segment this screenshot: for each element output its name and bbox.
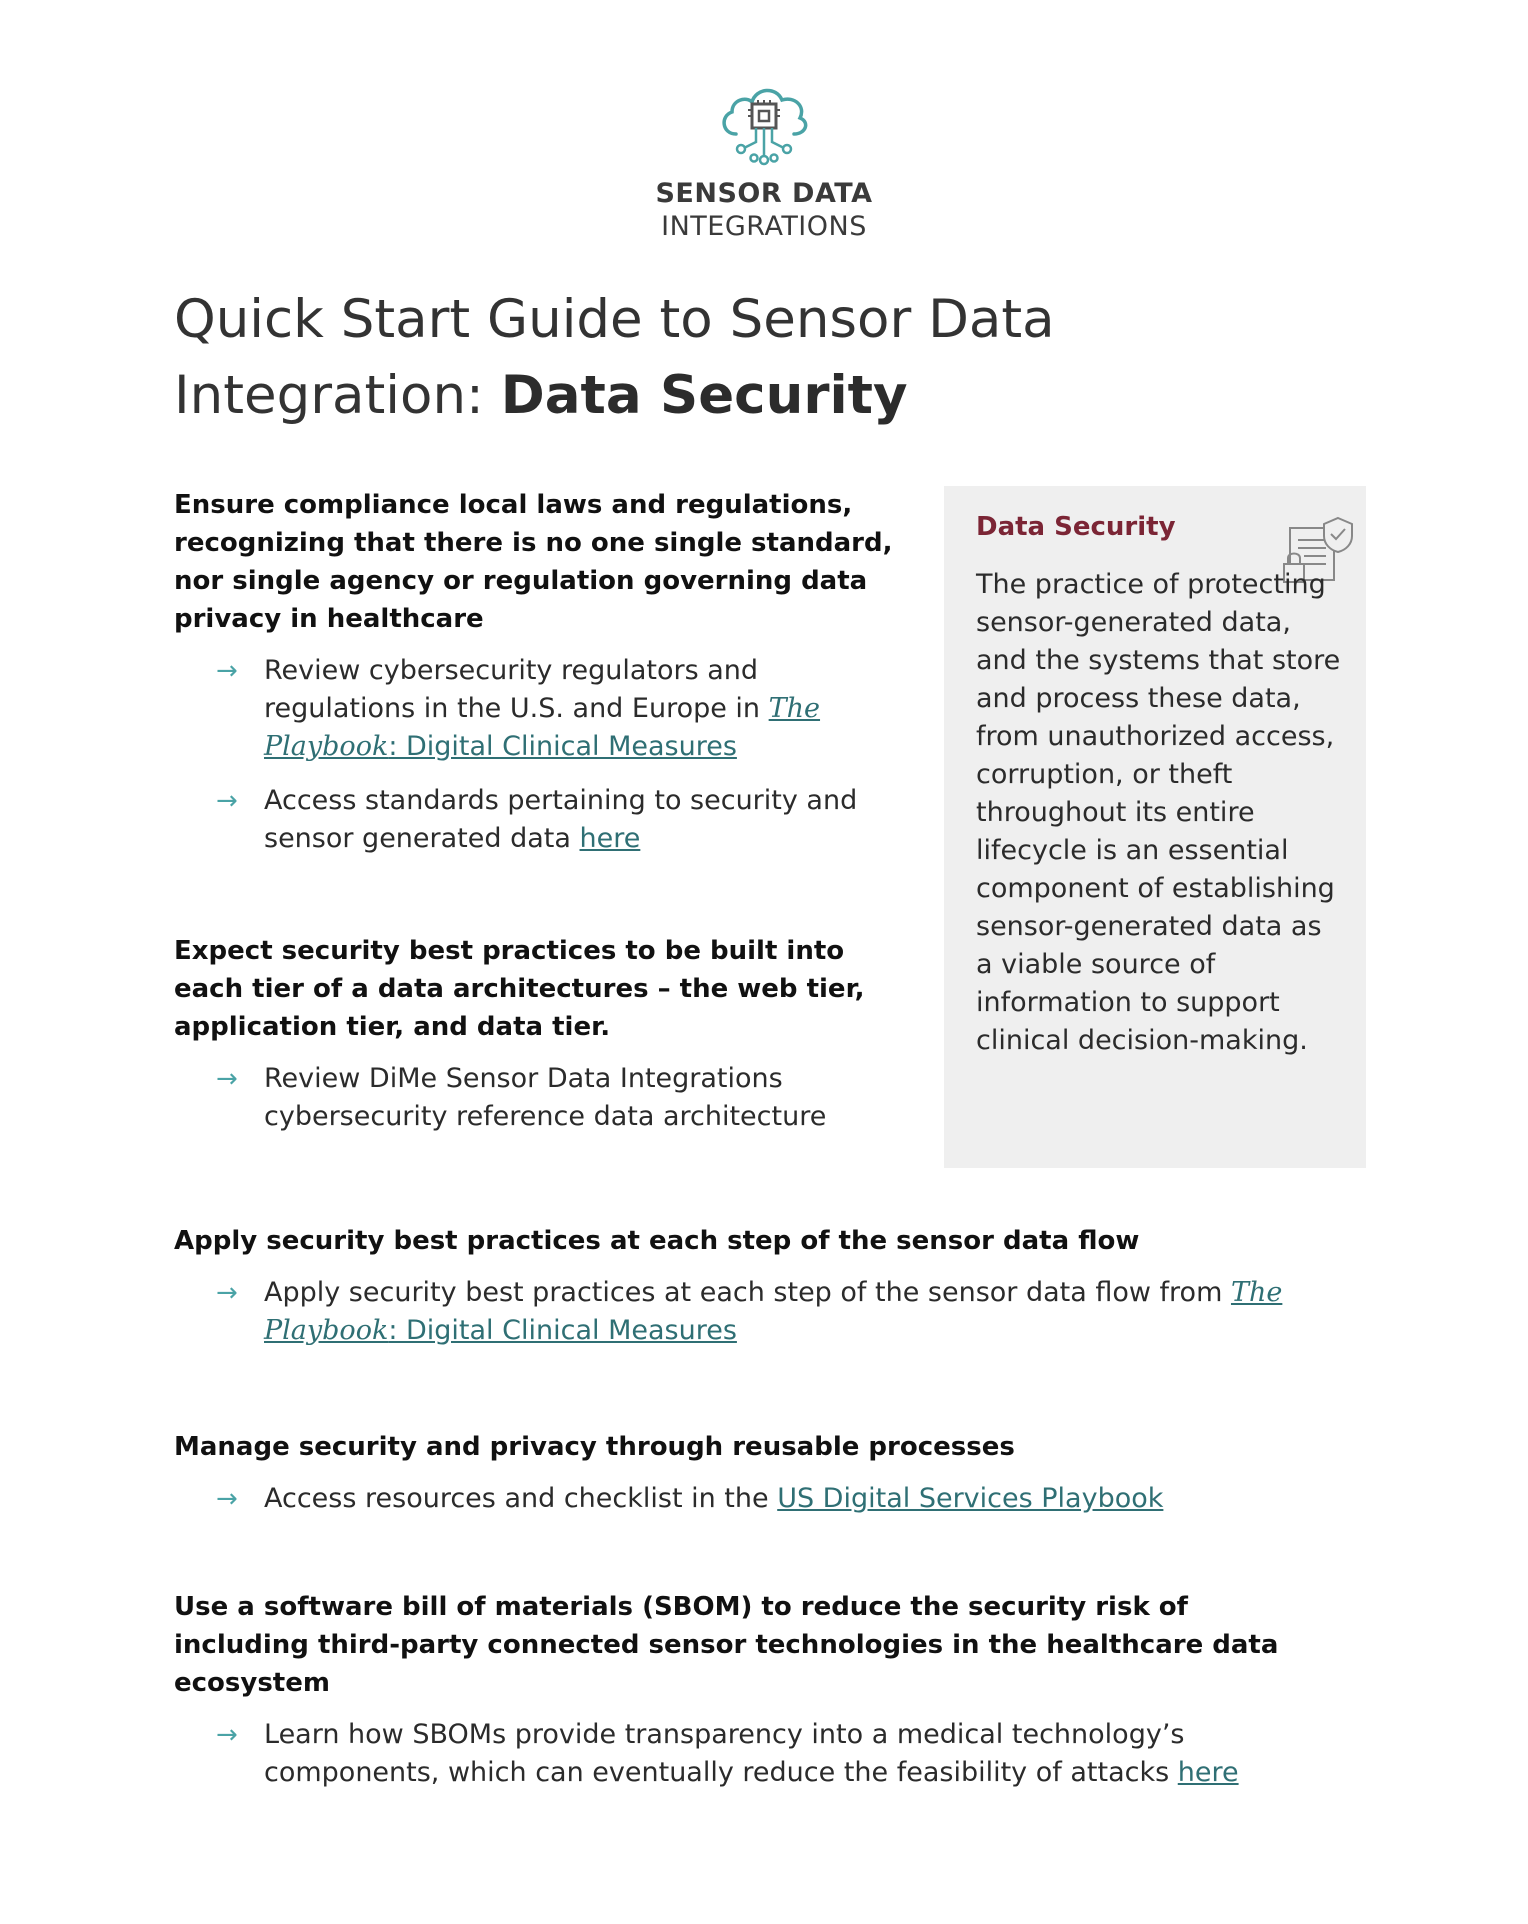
- bullet-text: Review DiMe Sensor Data Integrations cybersecurity reference data architecture: [264, 1063, 827, 1132]
- list-item: [216, 1060, 914, 1136]
- arrow-right-icon: →: [216, 656, 238, 686]
- callout-body: The practice of protecting sensor-generated data, and the systems that store and process these data, from unauthorized access, corruption, or theft throughout its entire lifecycle is an essential component of establishing sensor-generated data as a viable source of information to support clinical decision-making.: [976, 569, 1341, 1056]
- arrow-right-icon: →: [216, 1064, 238, 1094]
- section-reusable-processes: [174, 1428, 1324, 1534]
- section-compliance: [174, 486, 914, 874]
- list-item: [216, 1716, 1324, 1792]
- callout-heading: Data Security: [976, 512, 1176, 542]
- bullet-list: [174, 1274, 1324, 1350]
- arrow-right-icon: →: [216, 1278, 238, 1308]
- section-data-flow: [174, 1222, 1324, 1366]
- us-digital-services-link[interactable]: US Digital Services Playbook: [777, 1483, 1164, 1514]
- section-heading: Use a software bill of materials (SBOM) to reduce the security risk of including third-party connected sensor technologies in the healthcare data ecosystem: [174, 1592, 1279, 1698]
- bullet-text: Access resources and checklist in the: [264, 1483, 778, 1514]
- link-text-part: : Digital Clinical Measures: [388, 1315, 737, 1346]
- arrow-right-icon: →: [216, 1720, 238, 1750]
- arrow-right-icon: →: [216, 1484, 238, 1514]
- page-title: [174, 282, 1174, 434]
- bullet-list: [174, 652, 914, 858]
- bullet-text: Learn how SBOMs provide transparency into a medical technology’s components, which can eventually reduce the feasibility of attacks: [264, 1719, 1185, 1788]
- list-item: [216, 1480, 1324, 1518]
- section-architecture: [174, 932, 914, 1152]
- section-heading: Manage security and privacy through reusable processes: [174, 1432, 1015, 1462]
- bullet-text: Access standards pertaining to security and sensor generated data: [264, 785, 858, 854]
- link-italic-part: The Playbook: [264, 693, 821, 762]
- section-sbom: [174, 1588, 1324, 1808]
- list-item: [216, 782, 914, 858]
- logo-line-1: SENSOR DATA: [655, 178, 873, 209]
- section-heading: Expect security best practices to be built into each tier of a data architectures – the web tier, application tier, and data tier.: [174, 936, 865, 1042]
- section-heading: Ensure compliance local laws and regulations, recognizing that there is no one single standard, nor single agency or regulation governing data privacy in healthcare: [174, 490, 893, 634]
- bullet-text: Apply security best practices at each step of the sensor data flow from: [264, 1277, 1231, 1308]
- here-link[interactable]: here: [579, 823, 641, 854]
- definition-callout: [944, 486, 1366, 1168]
- bullet-list: [174, 1060, 914, 1136]
- list-item: [216, 652, 914, 766]
- here-link[interactable]: here: [1177, 1757, 1239, 1788]
- title-bold: Data Security: [500, 365, 908, 426]
- link-italic-part: The Playbook: [264, 1277, 1283, 1346]
- bullet-list: [174, 1480, 1324, 1518]
- bullet-text: Review cybersecurity regulators and regulations in the U.S. and Europe in: [264, 655, 769, 724]
- title-plain: Quick Start Guide to Sensor Data Integration:: [174, 289, 1055, 426]
- section-heading: Apply security best practices at each step of the sensor data flow: [174, 1226, 1140, 1256]
- arrow-right-icon: →: [216, 786, 238, 816]
- logo: [0, 82, 1528, 242]
- logo-line-2: INTEGRATIONS: [661, 211, 867, 242]
- link-text-part: : Digital Clinical Measures: [388, 731, 737, 762]
- bullet-list: [174, 1716, 1324, 1792]
- cloud-chip-icon: [714, 82, 814, 168]
- list-item: [216, 1274, 1324, 1350]
